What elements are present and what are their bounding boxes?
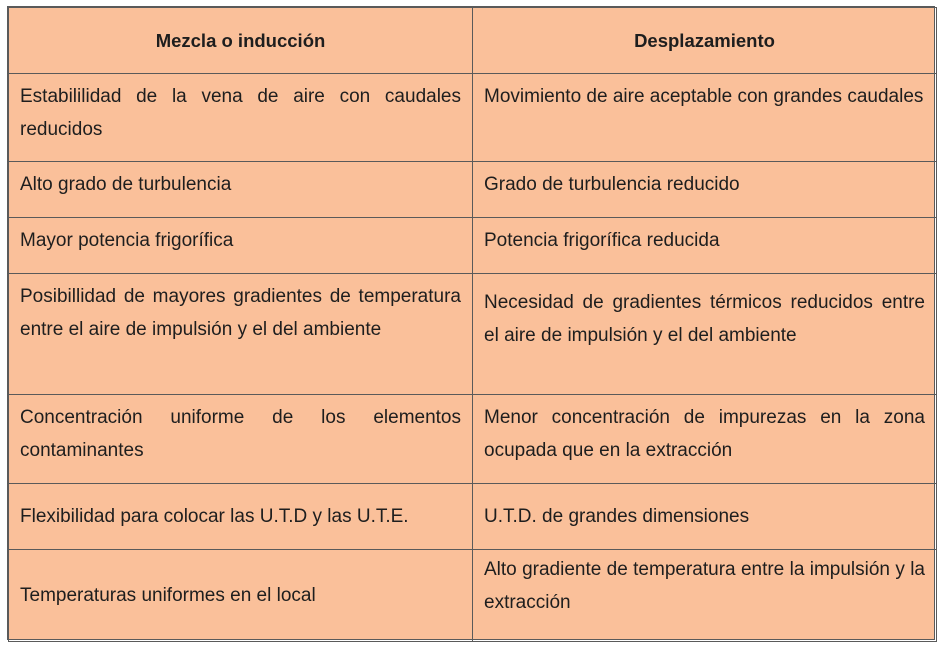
cell-desplazamiento: Movimiento de aire aceptable con grandes caudales [473, 74, 937, 162]
header-mezcla: Mezcla o inducción [9, 8, 473, 74]
cell-desplazamiento: Necesidad de gradientes térmicos reducidos entre el aire de impulsión y el del ambiente [473, 274, 937, 395]
cell-desplazamiento: Potencia frigorífica reducida [473, 218, 937, 274]
cell-desplazamiento: Grado de turbulencia reducido [473, 162, 937, 218]
cell-desplazamiento: U.T.D. de grandes dimensiones [473, 484, 937, 550]
table-header-row [9, 8, 937, 74]
cell-mezcla: Concentración uniforme de los elementos contaminantes [9, 395, 473, 484]
header-desplazamiento: Desplazamiento [473, 8, 937, 74]
table-row [9, 218, 937, 274]
cell-mezcla: Mayor potencia frigorífica [9, 218, 473, 274]
table-row [9, 274, 937, 395]
table-row [9, 550, 937, 642]
cell-mezcla: Estabililidad de la vena de aire con caudales reducidos [9, 74, 473, 162]
table-row [9, 162, 937, 218]
comparison-table-container [7, 6, 935, 640]
cell-mezcla: Flexibilidad para colocar las U.T.D y las U.T.E. [9, 484, 473, 550]
table-row [9, 395, 937, 484]
table-row [9, 484, 937, 550]
table-row [9, 74, 937, 162]
cell-desplazamiento: Menor concentración de impurezas en la zona ocupada que en la extracción [473, 395, 937, 484]
cell-mezcla: Posibillidad de mayores gradientes de temperatura entre el aire de impulsión y el del ambiente [9, 274, 473, 395]
cell-mezcla: Temperaturas uniformes en el local [9, 550, 473, 642]
comparison-table [8, 7, 937, 642]
cell-mezcla: Alto grado de turbulencia [9, 162, 473, 218]
cell-desplazamiento: Alto gradiente de temperatura entre la impulsión y la extracción [473, 550, 937, 642]
